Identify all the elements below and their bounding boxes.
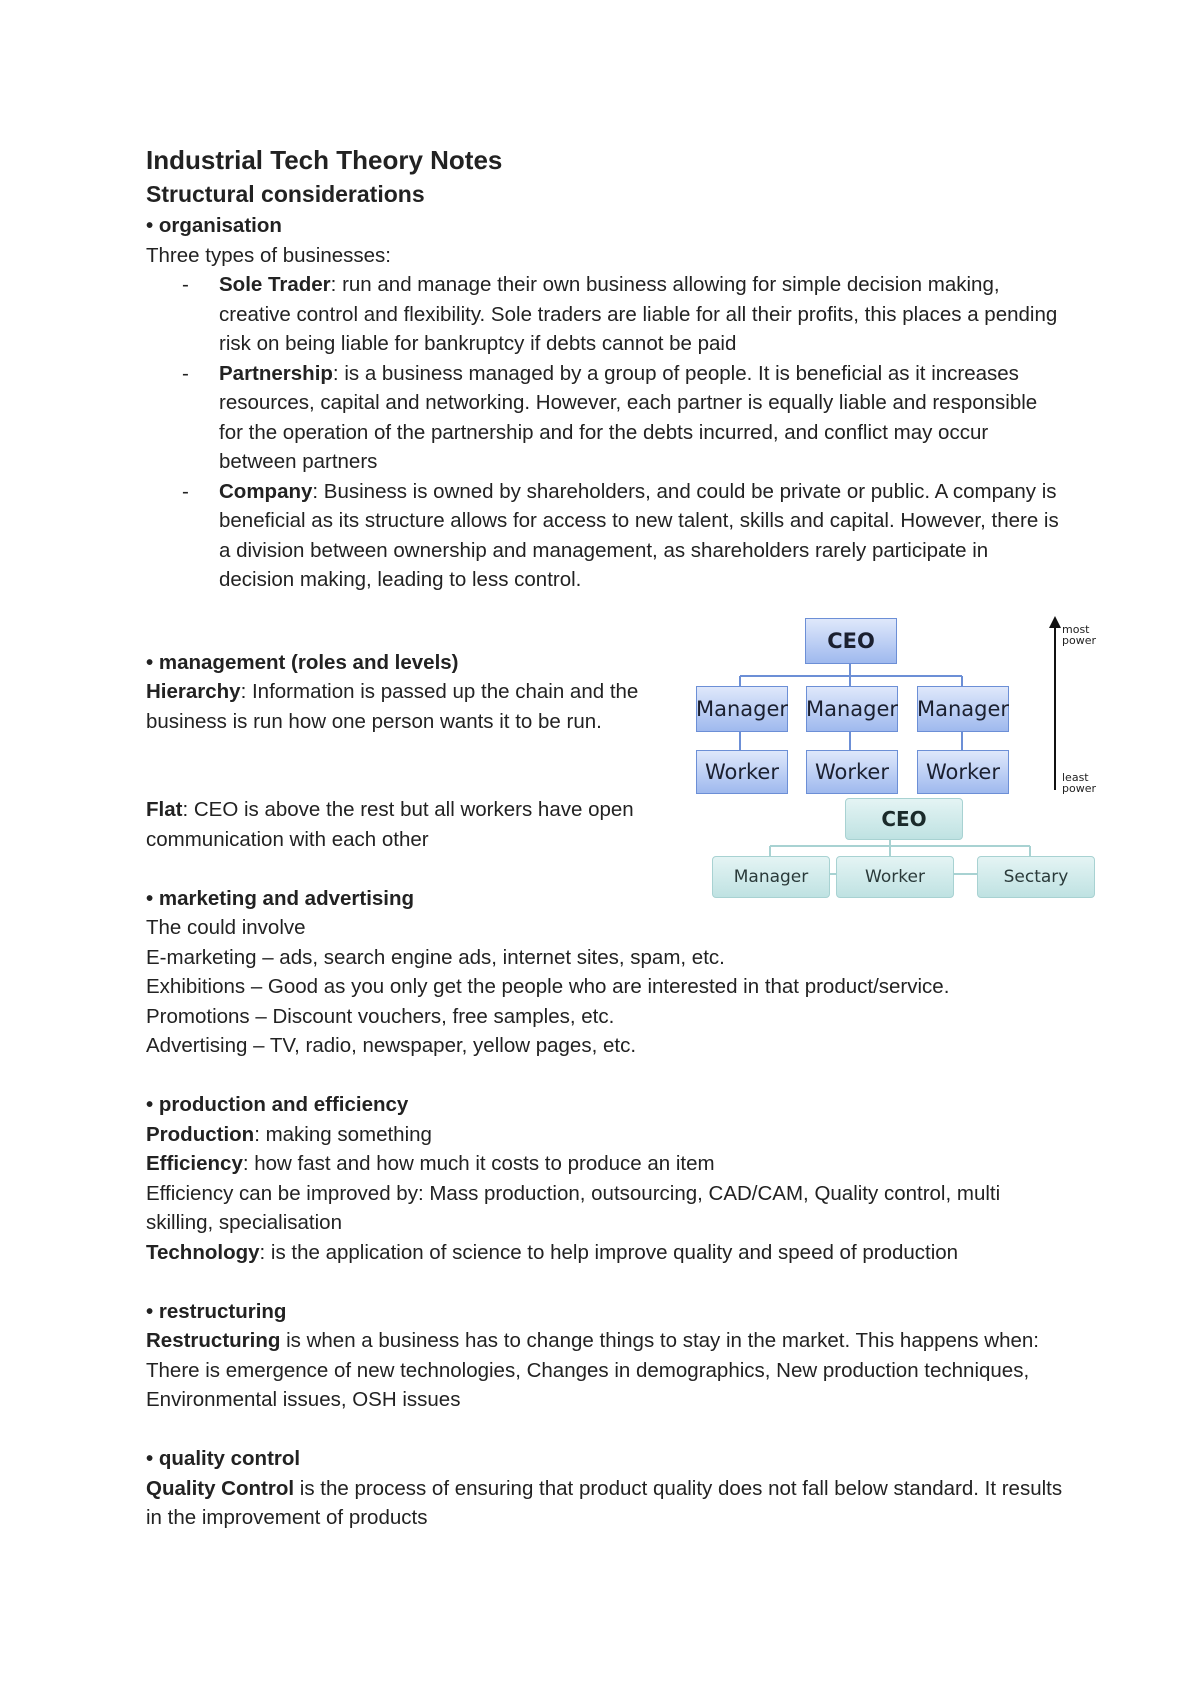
term-partnership: Partnership	[219, 361, 333, 385]
arrow-top-label: most power	[1062, 623, 1096, 647]
list-item	[146, 270, 1066, 359]
doc-subtitle: Structural considerations	[146, 181, 425, 207]
partnership-text: : is a business managed by a group of people. It is beneficial as it increases resources, capital and networking. However, each partner is equally liable and responsible for the operation of the partnership and for the debts incurred, and conflict may occur between partners	[219, 361, 1038, 473]
management-section	[146, 648, 706, 855]
quality-text: is the process of ensuring that product quality does not fall below standard. It results in the improvement of products	[146, 1476, 1063, 1529]
efficiency-paragraph	[146, 1149, 1066, 1179]
organisation-intro: Three types of businesses:	[146, 243, 391, 267]
section-heading-quality: • quality control	[146, 1447, 301, 1470]
doc-title: Industrial Tech Theory Notes	[146, 145, 503, 175]
production-text: : making something	[254, 1122, 432, 1146]
efficiency-text: : how fast and how much it costs to produce an item	[242, 1152, 715, 1175]
term-flat: Flat	[146, 798, 183, 821]
org-chart-diagrams	[695, 614, 1120, 904]
marketing-line: The could involve	[146, 916, 306, 939]
marketing-line: Exhibitions – Good as you only get the people who are interested in that product/service.	[146, 975, 950, 998]
hierarchy-worker-box: Worker	[917, 750, 1009, 794]
section-heading-management: • management (roles and levels)	[146, 650, 459, 674]
flat-ceo-box: CEO	[845, 798, 963, 840]
term-sole-trader: Sole Trader	[219, 273, 331, 296]
technology-paragraph	[146, 1238, 1066, 1268]
dash-marker: -	[182, 273, 189, 296]
hierarchy-worker-box: Worker	[806, 750, 898, 794]
term-production: Production	[146, 1122, 255, 1146]
list-item	[146, 477, 1066, 595]
hierarchy-manager-box: Manager	[917, 686, 1009, 732]
hierarchy-text: : Information is passed up the chain and the business is run how one person wants it to be run.	[146, 680, 639, 733]
marketing-line: E-marketing – ads, search engine ads, internet sites, spam, etc.	[146, 945, 725, 969]
term-hierarchy: Hierarchy	[146, 680, 241, 703]
term-efficiency: Efficiency	[146, 1152, 243, 1175]
flat-member-box: Manager	[712, 856, 830, 898]
section-heading-marketing: • marketing and advertising	[146, 886, 415, 910]
section-heading-restructuring: • restructuring	[146, 1299, 287, 1323]
flat-paragraph	[146, 795, 706, 854]
flat-member-box: Sectary	[977, 856, 1095, 898]
section-heading-production: • production and efficiency	[146, 1093, 409, 1116]
dash-marker: -	[182, 361, 189, 385]
hierarchy-manager-box: Manager	[806, 686, 898, 732]
hierarchy-ceo-box: CEO	[805, 618, 897, 664]
hierarchy-manager-box: Manager	[696, 686, 788, 732]
restructuring-paragraph	[146, 1326, 1066, 1415]
sole-trader-text: : run and manage their own business allowing for simple decision making, creative control and flexibility. Sole traders are liable for all their profits, this places a pending risk on being liable for bankruptcy if debts cannot be paid	[219, 273, 1058, 355]
business-types-list	[146, 270, 1066, 595]
hierarchy-paragraph	[146, 677, 706, 736]
efficiency-improve-text: Efficiency can be improved by: Mass production, outsourcing, CAD/CAM, Quality control, multi skilling, specialisation	[146, 1181, 1001, 1234]
dash-marker: -	[182, 479, 189, 503]
section-heading-organisation: • organisation	[146, 214, 282, 237]
term-restructuring: Restructuring	[146, 1329, 281, 1352]
production-paragraph	[146, 1120, 1066, 1150]
hierarchy-worker-box: Worker	[696, 750, 788, 794]
restructuring-text: is when a business has to change things to stay in the market. This happens when: There is emergence of new technologies, Changes in demographics, New production techniques, Environmental issues, OSH issues	[146, 1329, 1039, 1411]
list-item	[146, 359, 1066, 477]
term-technology: Technology	[146, 1240, 260, 1264]
arrow-bottom-label: least power	[1062, 771, 1096, 795]
marketing-line: Advertising – TV, radio, newspaper, yellow pages, etc.	[146, 1034, 637, 1057]
quality-paragraph	[146, 1474, 1066, 1533]
term-company: Company	[219, 479, 313, 503]
flat-member-box: Worker	[836, 856, 954, 898]
flat-text: : CEO is above the rest but all workers have open communication with each other	[146, 798, 634, 851]
technology-text: : is the application of science to help improve quality and speed of production	[259, 1240, 959, 1264]
term-quality-control: Quality Control	[146, 1476, 295, 1500]
marketing-line: Promotions – Discount vouchers, free samples, etc.	[146, 1004, 615, 1028]
company-text: : Business is owned by shareholders, and could be private or public. A company is beneficial as its structure allows for access to new talent, skills and capital. However, there is a division between ownership and management, as shareholders rarely participate in decision making, leading to less control.	[219, 479, 1059, 591]
